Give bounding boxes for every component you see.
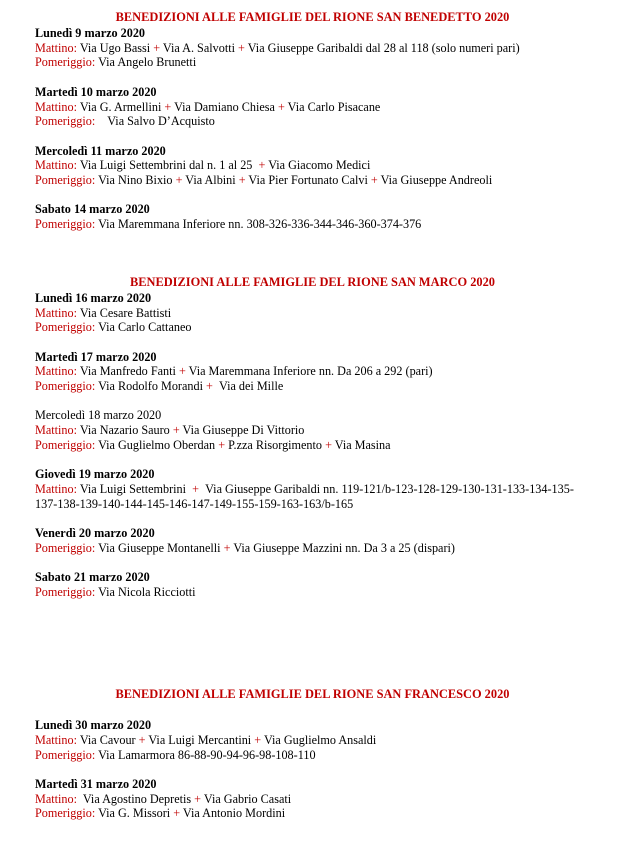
street: Via Nazario Sauro [79, 423, 170, 438]
street: Via G. Armellini [79, 99, 162, 114]
day-block [35, 526, 610, 555]
day-block [35, 202, 610, 231]
day-date: Sabato 21 marzo 2020 [35, 570, 150, 585]
plus-sign: + [169, 423, 183, 438]
street: Via Gabrio Casati [203, 791, 292, 806]
street: Via Rodolfo Morandi [98, 379, 203, 393]
schedule-line [35, 100, 610, 115]
plus-sign: + [235, 173, 249, 187]
street: Via Cavour [79, 732, 136, 747]
street: Via G. Missori [98, 806, 171, 821]
pomeriggio-label: Pomeriggio: [35, 114, 96, 129]
day-date: Martedì 31 marzo 2020 [35, 776, 157, 791]
street: Via Pier Fortunato Calvi [248, 173, 368, 187]
plus-sign: + [172, 173, 186, 187]
street: Via Guglielmo Oberdan [98, 437, 216, 452]
plus-sign: + [135, 732, 149, 747]
day-date: Sabato 14 marzo 2020 [35, 202, 150, 217]
schedule-line [35, 41, 610, 56]
pomeriggio-label: Pomeriggio: [35, 437, 96, 452]
schedule-line [35, 585, 610, 600]
mattino-label: Mattino: [35, 423, 77, 438]
day-date: Lunedì 9 marzo 2020 [35, 26, 146, 40]
plus-sign: + [234, 40, 248, 55]
day-block [35, 408, 610, 452]
pomeriggio-label: Pomeriggio: [35, 584, 96, 599]
street: Via Maremmana Inferiore nn. 308-326-336-344-346-360-374-376 [98, 217, 422, 232]
pomeriggio-label: Pomeriggio: [35, 379, 96, 393]
day-date: Venerdì 20 marzo 2020 [35, 525, 155, 540]
street: Via Carlo Cattaneo [98, 320, 192, 335]
day-block [35, 718, 610, 762]
mattino-label: Mattino: [35, 158, 77, 173]
mattino-label: Mattino: [35, 732, 77, 747]
street: Via Salvo D’Acquisto [107, 114, 215, 129]
mattino-label: Mattino: [35, 305, 77, 320]
plus-sign: + [191, 791, 204, 806]
plus-sign: + [251, 732, 264, 747]
document-page [35, 10, 610, 821]
street: Via Giacomo Medici [268, 158, 371, 173]
pomeriggio-label: Pomeriggio: [35, 217, 96, 232]
plus-sign: + [274, 99, 288, 114]
pomeriggio-label: Pomeriggio: [35, 173, 96, 187]
day-block [35, 144, 610, 188]
schedule-line [35, 482, 595, 511]
street: Via Maremmana Inferiore nn. Da 206 a 292 (pari) [188, 364, 433, 379]
pomeriggio-label: Pomeriggio: [35, 806, 96, 821]
schedule-line [35, 55, 610, 70]
pomeriggio-label: Pomeriggio: [35, 320, 96, 335]
day-date: Martedì 17 marzo 2020 [35, 349, 157, 364]
street: Via Giuseppe Montanelli [98, 540, 221, 555]
street: Via Nino Bixio [98, 173, 173, 187]
schedule-line [35, 364, 610, 379]
day-block [35, 350, 610, 394]
day-block [35, 467, 610, 511]
schedule-line [35, 306, 610, 321]
section-title-san-francesco: BENEDIZIONI ALLE FAMIGLIE DEL RIONE SAN FRANCESCO 2020 [115, 687, 510, 702]
street: Via Agostino Depretis [82, 791, 192, 806]
street: Via Antonio Mordini [182, 806, 286, 821]
street: Via Giuseppe Garibaldi dal 28 al 118 (solo numeri pari) [247, 40, 520, 55]
street: Via Luigi Settembrini dal n. 1 al 25 [79, 158, 253, 173]
plus-sign: + [367, 173, 381, 187]
street: Via Giuseppe Garibaldi nn. 119-121/b-123-128-129-130-131-133-134-135-137-138-139-140-144-145-146-147-149-155-159-163-163/b-165 [35, 481, 574, 511]
street: Via Giuseppe Andreoli [380, 173, 493, 187]
day-date: Lunedì 16 marzo 2020 [35, 290, 152, 305]
street: Via Guglielmo Ansaldi [263, 732, 377, 747]
plus-sign: + [255, 158, 269, 173]
schedule-line [35, 379, 610, 394]
schedule-line [35, 173, 610, 188]
schedule-line [35, 541, 610, 556]
plus-sign: + [189, 481, 203, 496]
street: Via Giuseppe Di Vittorio [182, 423, 305, 438]
day-date: Mercoledì 18 marzo 2020 [35, 408, 162, 423]
street: Via Nicola Ricciotti [98, 584, 196, 599]
day-date: Giovedì 19 marzo 2020 [35, 467, 155, 482]
section-title-san-marco: BENEDIZIONI ALLE FAMIGLIE DEL RIONE SAN MARCO 2020 [129, 274, 495, 289]
day-block [35, 291, 610, 335]
street: Via Ugo Bassi [79, 40, 151, 55]
street: P.zza Risorgimento [228, 437, 323, 452]
schedule-line [35, 158, 610, 173]
day-date: Martedì 10 marzo 2020 [35, 84, 157, 99]
plus-sign: + [175, 364, 189, 379]
mattino-label: Mattino: [35, 481, 77, 496]
street: Via Luigi Settembrini [79, 481, 187, 496]
mattino-label: Mattino: [35, 791, 77, 806]
schedule-line [35, 320, 610, 335]
schedule-line [35, 733, 610, 748]
plus-sign: + [215, 437, 229, 452]
day-date: Mercoledì 11 marzo 2020 [35, 143, 166, 158]
street: Via Damiano Chiesa [174, 99, 275, 114]
plus-sign: + [322, 437, 335, 452]
schedule-line [35, 806, 610, 821]
schedule-line [35, 114, 610, 129]
street: Via Luigi Mercantini [148, 732, 252, 747]
plus-sign: + [170, 806, 183, 821]
plus-sign: + [220, 540, 234, 555]
mattino-label: Mattino: [35, 99, 77, 114]
plus-sign: + [150, 40, 163, 55]
schedule-line [35, 217, 610, 232]
schedule-line [35, 792, 610, 807]
street: Via Giuseppe Mazzini nn. Da 3 a 25 (dispari) [233, 540, 455, 555]
day-block [35, 570, 610, 599]
pomeriggio-label: Pomeriggio: [35, 540, 96, 555]
mattino-label: Mattino: [35, 364, 77, 379]
street: Via Carlo Pisacane [287, 99, 381, 114]
street: Via Masina [334, 437, 391, 452]
street: Via Cesare Battisti [79, 305, 172, 320]
mattino-label: Mattino: [35, 40, 77, 55]
pomeriggio-label: Pomeriggio: [35, 747, 96, 762]
day-block [35, 777, 610, 821]
schedule-line [35, 423, 610, 438]
street: Via dei Mille [219, 379, 284, 393]
street: Via Albini [185, 173, 236, 187]
day-date: Lunedì 30 marzo 2020 [35, 718, 152, 733]
street: Via Angelo Brunetti [98, 55, 197, 70]
plus-sign: + [161, 99, 175, 114]
street: Via Lamarmora 86-88-90-94-96-98-108-110 [98, 747, 316, 762]
day-block [35, 85, 610, 129]
street: Via Manfredo Fanti [79, 364, 176, 379]
pomeriggio-label: Pomeriggio: [35, 55, 96, 70]
schedule-line [35, 438, 610, 453]
plus-sign: + [202, 379, 216, 393]
day-block [35, 26, 610, 70]
schedule-line [35, 748, 610, 763]
street: Via A. Salvotti [162, 40, 235, 55]
section-title-san-benedetto: BENEDIZIONI ALLE FAMIGLIE DEL RIONE SAN BENEDETTO 2020 [115, 10, 510, 24]
